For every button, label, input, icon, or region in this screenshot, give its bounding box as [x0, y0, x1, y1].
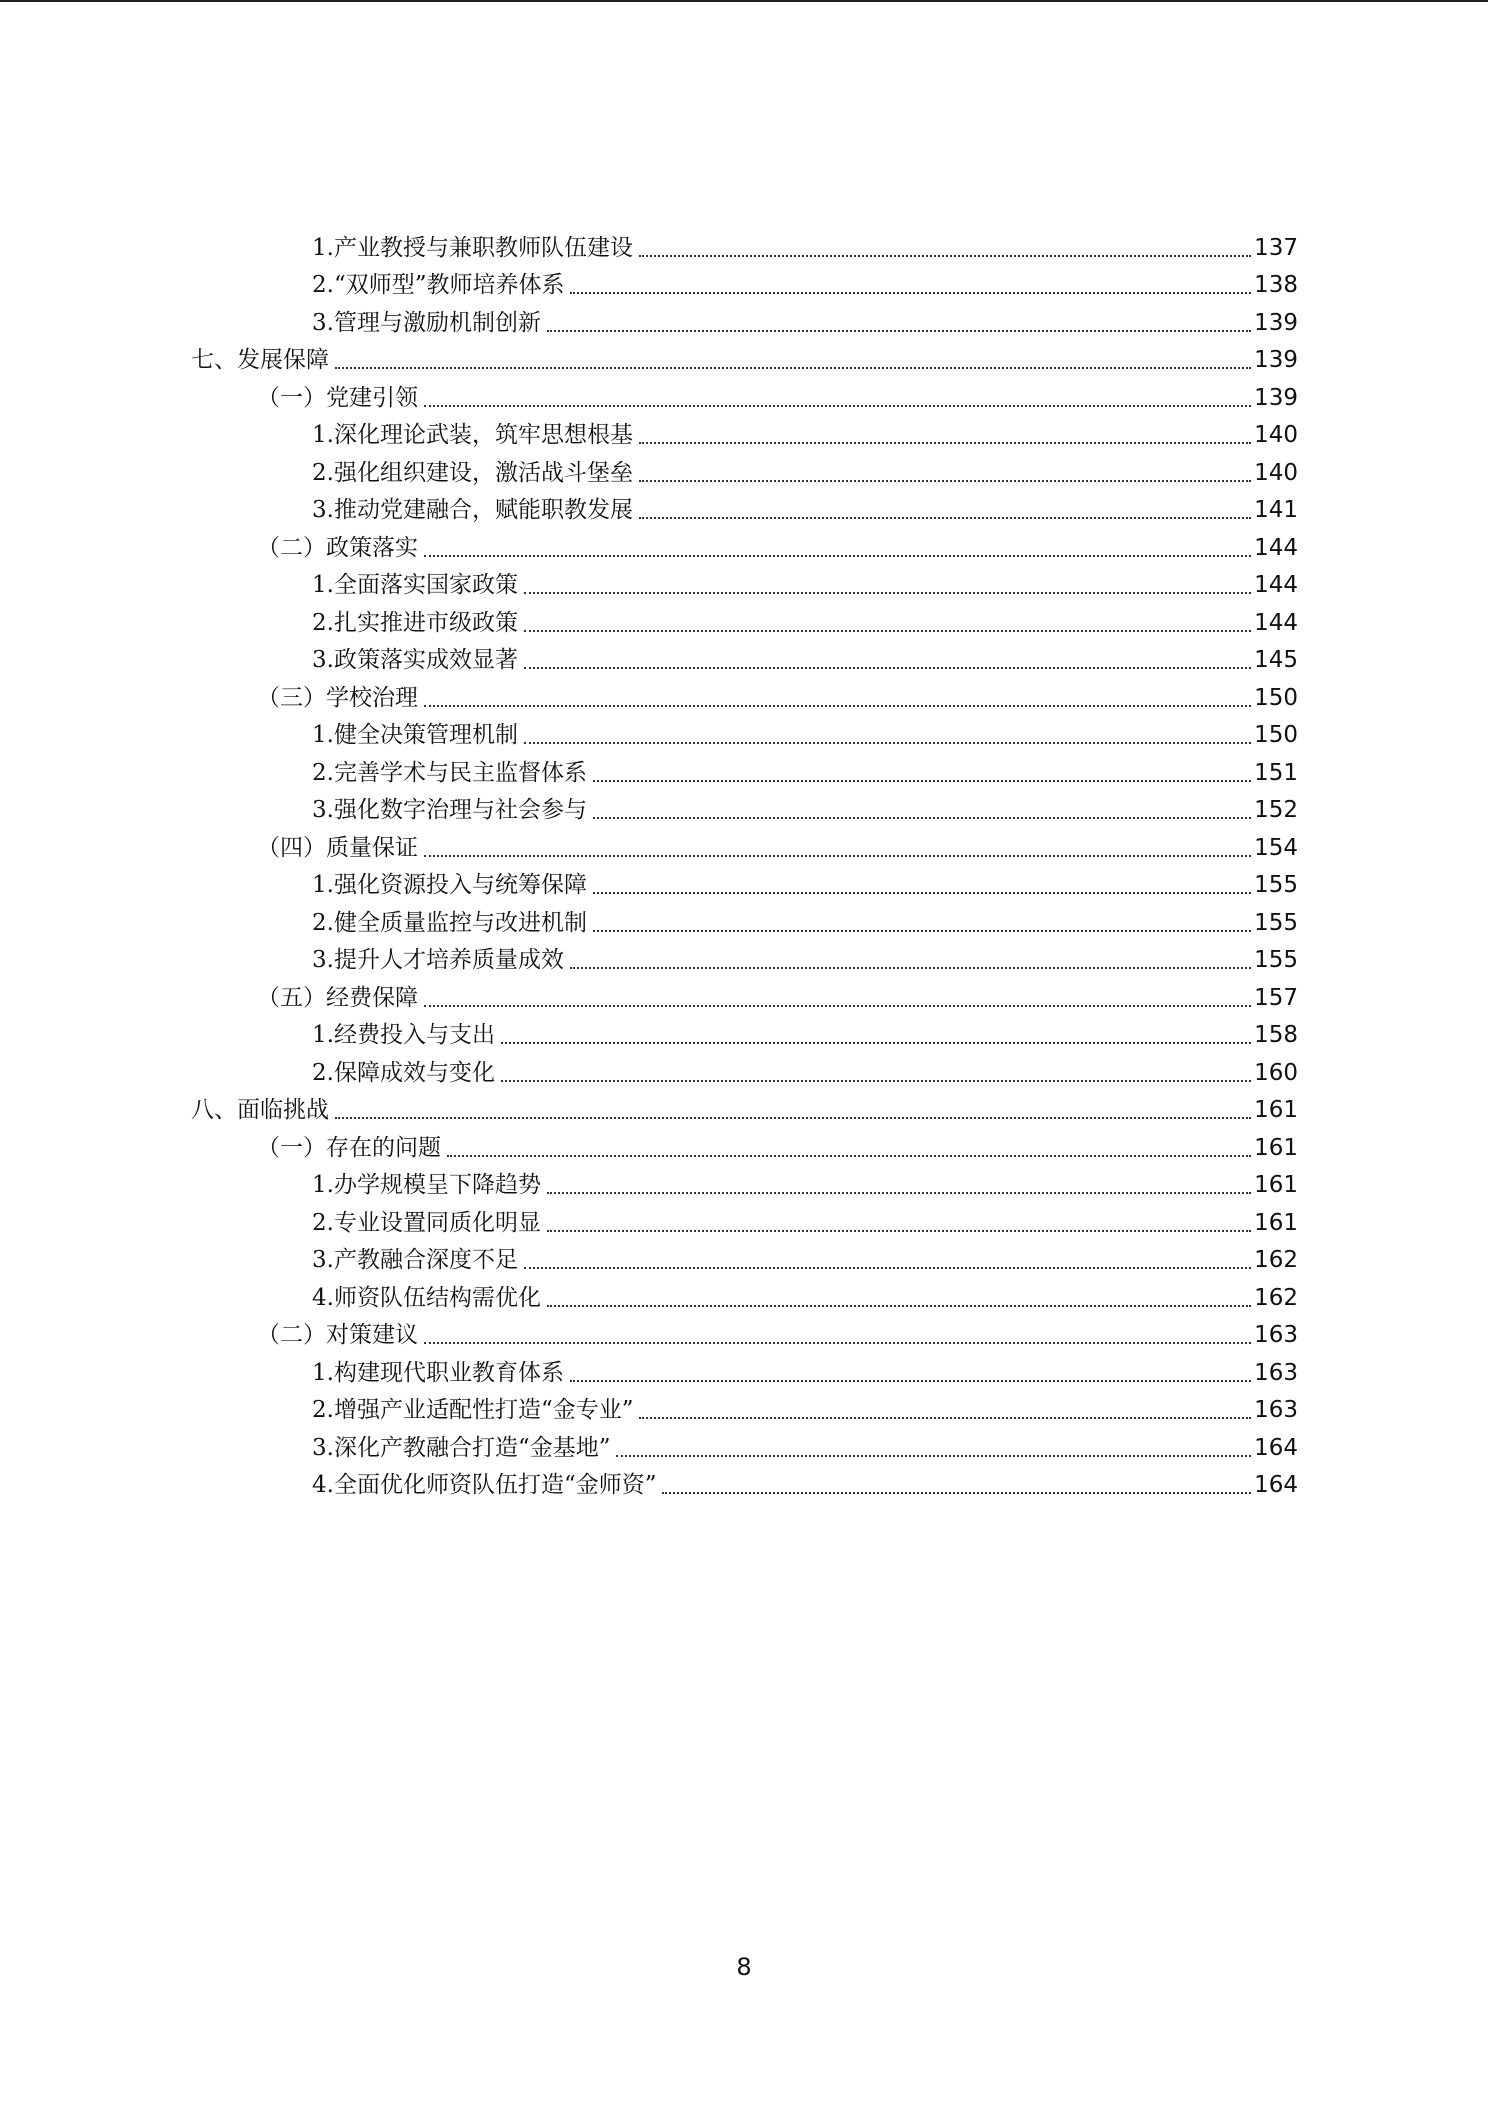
toc-entry[interactable] — [0, 1092, 1488, 1130]
toc-dot-leader — [524, 667, 1251, 669]
toc-entry-line — [312, 270, 1298, 300]
toc-entry-page: 154 — [1254, 834, 1298, 861]
toc-entry-line — [257, 1320, 1298, 1350]
toc-entry-page: 139 — [1254, 347, 1298, 374]
toc-entry-page: 140 — [1254, 422, 1298, 449]
toc-entry-line — [312, 1170, 1298, 1200]
toc-entry-title: 2.保障成效与变化 — [312, 1059, 495, 1086]
toc-entry-title: 2.扎实推进市级政策 — [312, 609, 518, 636]
toc-entry-page: 161 — [1254, 1097, 1298, 1124]
toc-entry-page: 158 — [1254, 1022, 1298, 1049]
toc-entry[interactable] — [0, 1129, 1488, 1167]
toc-dot-leader — [524, 630, 1251, 632]
toc-dot-leader — [616, 1455, 1251, 1457]
toc-dot-leader — [424, 555, 1251, 557]
toc-entry-page: 161 — [1254, 1209, 1298, 1236]
toc-entry-page: 151 — [1254, 759, 1298, 786]
toc-entry-title: 3.政策落实成效显著 — [312, 647, 518, 674]
toc-entry[interactable] — [0, 304, 1488, 342]
page-top-border — [0, 0, 1488, 2]
toc-entry-line — [257, 683, 1298, 713]
toc-entry-line — [312, 1395, 1298, 1425]
toc-dot-leader — [501, 1042, 1251, 1044]
toc-entry-line — [312, 908, 1298, 938]
toc-dot-leader — [639, 255, 1251, 257]
toc-entry-line — [257, 1133, 1298, 1163]
toc-entry-line — [191, 345, 1298, 375]
toc-entry-title: 1.构建现代职业教育体系 — [312, 1359, 564, 1386]
toc-entry-line — [312, 1245, 1298, 1275]
toc-entry-page: 145 — [1254, 647, 1298, 674]
toc-entry[interactable] — [0, 379, 1488, 417]
toc-dot-leader — [424, 1342, 1251, 1344]
toc-dot-leader — [424, 405, 1251, 407]
toc-entry-title: （三）学校治理 — [257, 684, 418, 711]
toc-entry[interactable] — [0, 1279, 1488, 1317]
toc-entry-line — [312, 1358, 1298, 1388]
toc-entry-page: 155 — [1254, 909, 1298, 936]
toc-entry-title: 3.提升人才培养质量成效 — [312, 947, 564, 974]
toc-entry[interactable] — [0, 567, 1488, 605]
toc-entry[interactable] — [0, 492, 1488, 530]
toc-entry-page: 164 — [1254, 1434, 1298, 1461]
page-number: 8 — [736, 1953, 752, 1981]
toc-dot-leader — [424, 855, 1251, 857]
toc-entry[interactable] — [0, 679, 1488, 717]
toc-entry-title: 3.产教融合深度不足 — [312, 1247, 518, 1274]
toc-entry-line — [312, 758, 1298, 788]
toc-entry[interactable] — [0, 229, 1488, 267]
toc-entry-line — [312, 645, 1298, 675]
toc-entry[interactable] — [0, 529, 1488, 567]
toc-dot-leader — [593, 892, 1251, 894]
toc-dot-leader — [447, 1155, 1251, 1157]
toc-entry-title: （一）党建引领 — [257, 384, 418, 411]
toc-entry-line — [312, 1020, 1298, 1050]
toc-entry-page: 150 — [1254, 684, 1298, 711]
toc-entry-title: （四）质量保证 — [257, 834, 418, 861]
toc-entry-title: 2.强化组织建设，激活战斗堡垒 — [312, 459, 633, 486]
toc-entry-line — [312, 795, 1298, 825]
toc-entry[interactable] — [0, 1392, 1488, 1430]
toc-entry-line — [257, 833, 1298, 863]
toc-entry-title: 3.推动党建融合，赋能职教发展 — [312, 497, 633, 524]
toc-entry-line — [312, 458, 1298, 488]
toc-entry-line — [312, 608, 1298, 638]
toc-entry-page: 144 — [1254, 572, 1298, 599]
toc-entry-title: （二）政策落实 — [257, 534, 418, 561]
toc-entry-title: 2.专业设置同质化明显 — [312, 1209, 541, 1236]
toc-entry[interactable] — [0, 1354, 1488, 1392]
toc-entry[interactable] — [0, 267, 1488, 305]
toc-dot-leader — [570, 967, 1251, 969]
toc-entry[interactable] — [0, 642, 1488, 680]
toc-entry-line — [312, 1433, 1298, 1463]
toc-entry-title: （二）对策建议 — [257, 1322, 418, 1349]
toc-entry[interactable] — [0, 1317, 1488, 1355]
toc-entry-title: 1.深化理论武装，筑牢思想根基 — [312, 422, 633, 449]
toc-entry-title: 1.健全决策管理机制 — [312, 722, 518, 749]
toc-entry-line — [257, 533, 1298, 563]
toc-entry[interactable] — [0, 342, 1488, 380]
toc-entry-title: 1.产业教授与兼职教师队伍建设 — [312, 234, 633, 261]
toc-entry[interactable] — [0, 1017, 1488, 1055]
toc-entry-title: 1.办学规模呈下降趋势 — [312, 1172, 541, 1199]
toc-entry-line — [312, 233, 1298, 263]
toc-entry-page: 138 — [1254, 272, 1298, 299]
toc-dot-leader — [424, 1005, 1251, 1007]
toc-entry-title: 2.“双师型”教师培养体系 — [312, 272, 565, 299]
toc-entry-line — [312, 308, 1298, 338]
toc-dot-leader — [593, 817, 1251, 819]
toc-entry[interactable] — [0, 867, 1488, 905]
toc-dot-leader — [335, 1117, 1251, 1119]
toc-entry-page: 161 — [1254, 1134, 1298, 1161]
table-of-contents — [0, 229, 1488, 1504]
toc-dot-leader — [524, 1267, 1251, 1269]
toc-entry[interactable] — [0, 717, 1488, 755]
toc-entry-title: 2.完善学术与民主监督体系 — [312, 759, 587, 786]
toc-entry-title: 八、面临挑战 — [191, 1097, 329, 1124]
toc-entry-line — [312, 1283, 1298, 1313]
toc-entry-page: 163 — [1254, 1359, 1298, 1386]
toc-entry-page: 137 — [1254, 234, 1298, 261]
toc-dot-leader — [639, 480, 1251, 482]
toc-entry-title: 4.师资队伍结构需优化 — [312, 1284, 541, 1311]
toc-dot-leader — [547, 1305, 1251, 1307]
toc-entry-page: 162 — [1254, 1247, 1298, 1274]
toc-entry-page: 150 — [1254, 722, 1298, 749]
toc-dot-leader — [524, 592, 1251, 594]
toc-entry-line — [312, 1208, 1298, 1238]
toc-entry-line — [312, 570, 1298, 600]
toc-entry-title: 3.深化产教融合打造“金基地” — [312, 1434, 611, 1461]
toc-entry[interactable] — [0, 792, 1488, 830]
toc-entry-page: 139 — [1254, 309, 1298, 336]
toc-entry[interactable] — [0, 1054, 1488, 1092]
toc-entry-page: 162 — [1254, 1284, 1298, 1311]
toc-entry[interactable] — [0, 1429, 1488, 1467]
toc-entry-page: 164 — [1254, 1472, 1298, 1499]
toc-dot-leader — [639, 1417, 1251, 1419]
toc-entry-line — [257, 383, 1298, 413]
toc-entry-title: 1.强化资源投入与统筹保障 — [312, 872, 587, 899]
toc-entry-page: 140 — [1254, 459, 1298, 486]
toc-entry[interactable] — [0, 754, 1488, 792]
toc-entry-page: 155 — [1254, 872, 1298, 899]
toc-dot-leader — [501, 1080, 1251, 1082]
toc-entry[interactable] — [0, 942, 1488, 980]
toc-dot-leader — [662, 1492, 1251, 1494]
toc-entry[interactable] — [0, 1167, 1488, 1205]
toc-entry[interactable] — [0, 454, 1488, 492]
toc-entry[interactable] — [0, 604, 1488, 642]
toc-entry-title: 3.管理与激励机制创新 — [312, 309, 541, 336]
toc-dot-leader — [547, 1192, 1251, 1194]
toc-entry-title: 七、发展保障 — [191, 347, 329, 374]
toc-entry-line — [312, 945, 1298, 975]
toc-entry[interactable] — [0, 829, 1488, 867]
toc-entry-title: 1.全面落实国家政策 — [312, 572, 518, 599]
toc-entry-page: 144 — [1254, 609, 1298, 636]
toc-entry[interactable] — [0, 1467, 1488, 1505]
toc-dot-leader — [335, 367, 1251, 369]
toc-entry-page: 157 — [1254, 984, 1298, 1011]
toc-entry-line — [312, 870, 1298, 900]
toc-entry-title: （一）存在的问题 — [257, 1134, 441, 1161]
toc-entry-title: 3.强化数字治理与社会参与 — [312, 797, 587, 824]
toc-entry-line — [312, 1470, 1298, 1500]
toc-dot-leader — [593, 930, 1251, 932]
toc-entry-page: 152 — [1254, 797, 1298, 824]
toc-dot-leader — [593, 780, 1251, 782]
toc-entry-page: 161 — [1254, 1172, 1298, 1199]
toc-entry-line — [191, 1095, 1298, 1125]
toc-entry[interactable] — [0, 417, 1488, 455]
toc-entry-page: 144 — [1254, 534, 1298, 561]
toc-entry-title: 2.健全质量监控与改进机制 — [312, 909, 587, 936]
toc-entry-title: 4.全面优化师资队伍打造“金师资” — [312, 1472, 657, 1499]
toc-entry-page: 160 — [1254, 1059, 1298, 1086]
toc-dot-leader — [424, 705, 1251, 707]
toc-entry-page: 163 — [1254, 1322, 1298, 1349]
toc-entry[interactable] — [0, 979, 1488, 1017]
toc-dot-leader — [639, 442, 1251, 444]
toc-entry-line — [312, 420, 1298, 450]
toc-entry-line — [312, 1058, 1298, 1088]
toc-entry-line — [312, 720, 1298, 750]
toc-dot-leader — [547, 1230, 1251, 1232]
toc-entry-title: 1.经费投入与支出 — [312, 1022, 495, 1049]
toc-dot-leader — [570, 1380, 1251, 1382]
toc-dot-leader — [639, 517, 1251, 519]
toc-entry[interactable] — [0, 904, 1488, 942]
toc-entry-title: （五）经费保障 — [257, 984, 418, 1011]
toc-entry-page: 139 — [1254, 384, 1298, 411]
toc-entry-line — [312, 495, 1298, 525]
toc-entry[interactable] — [0, 1204, 1488, 1242]
toc-entry-page: 155 — [1254, 947, 1298, 974]
toc-entry-page: 141 — [1254, 497, 1298, 524]
toc-dot-leader — [524, 742, 1251, 744]
toc-entry-line — [257, 983, 1298, 1013]
toc-dot-leader — [570, 292, 1251, 294]
toc-entry-title: 2.增强产业适配性打造“金专业” — [312, 1397, 634, 1424]
toc-entry-page: 163 — [1254, 1397, 1298, 1424]
toc-entry[interactable] — [0, 1242, 1488, 1280]
toc-dot-leader — [547, 330, 1251, 332]
